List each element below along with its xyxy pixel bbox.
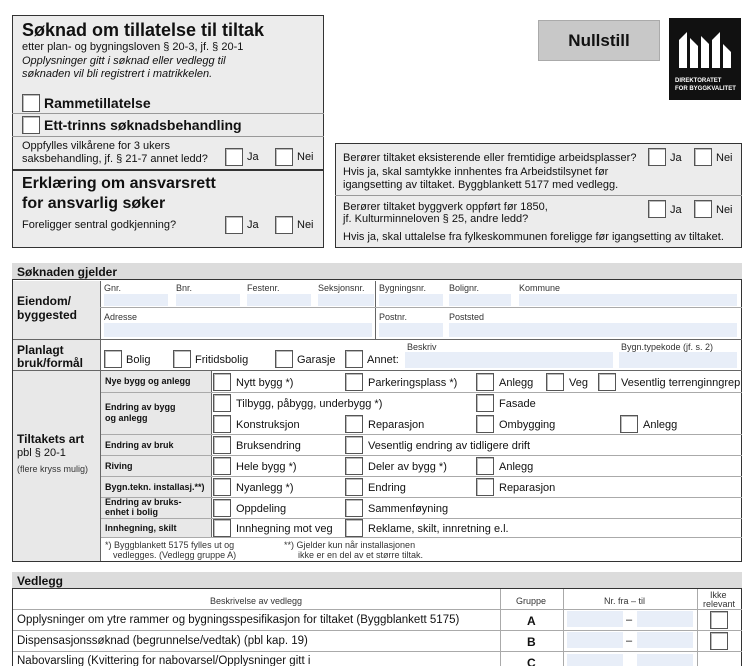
ikke-relevant-checkbox[interactable] (710, 632, 728, 650)
footnote-2-line2: ikke er en del av et større tiltak. (298, 550, 424, 560)
divider (211, 371, 212, 537)
category-endring-bygg-line2: og anlegg (105, 413, 148, 423)
nyanlegg-label: Nyanlegg *) (236, 482, 294, 494)
footnote-1-line2: vedlegges. (Vedlegg gruppe A) (113, 550, 237, 560)
veg-checkbox[interactable] (546, 373, 564, 391)
reparasjon-bygg-checkbox[interactable] (345, 415, 363, 433)
logo-line1: DIREKTORATET (675, 78, 722, 84)
nyanlegg-checkbox[interactable] (213, 478, 231, 496)
nei-label: Nei (297, 219, 314, 231)
annet-checkbox[interactable] (345, 350, 363, 368)
tilbygg-checkbox[interactable] (213, 394, 231, 412)
bygn-typekode-label: Bygn.typekode (jf. s. 2) (621, 342, 714, 352)
annet-label: Annet: (367, 354, 399, 366)
heritage-question-line2: jf. Kulturminneloven § 25, andre ledd? (343, 213, 529, 225)
festenr-input[interactable] (247, 294, 311, 306)
registry-note-line2: søknaden vil bli registrert i matrikkelen. (22, 68, 213, 80)
vedlegg-nr-to-input[interactable] (637, 654, 693, 666)
vedlegg-nr-dash: – (626, 635, 633, 647)
bnr-label: Bnr. (176, 283, 193, 293)
kommune-input[interactable] (519, 294, 737, 306)
sammenfoyning-label: Sammenføyning (368, 503, 449, 515)
form-title: Søknad om tillatelse til tiltak (22, 20, 265, 40)
veg-label: Veg (569, 377, 588, 389)
poststed-input[interactable] (449, 323, 737, 337)
workplace-nei-checkbox[interactable] (694, 148, 712, 166)
col-ikke-line1: Ikke (710, 590, 727, 600)
category-nye-bygg: Nye bygg og anlegg (105, 376, 191, 386)
endring-anlegg-checkbox[interactable] (620, 415, 638, 433)
footnote-1-line1: *) Byggblankett 5175 fylles ut og (105, 540, 235, 550)
nei-label: Nei (297, 151, 314, 163)
reparasjon-bygg-label: Reparasjon (368, 419, 425, 431)
divider (101, 455, 742, 456)
form-subtitle: etter plan- og bygningsloven § 20-3, jf. § 20-1 (22, 41, 244, 53)
hele-bygg-checkbox[interactable] (213, 457, 231, 475)
vedlegg-nr-from-input[interactable] (567, 611, 623, 627)
adresse-input[interactable] (104, 323, 372, 337)
reklame-label: Reklame, skilt, innretning e.l. (368, 523, 509, 535)
divider (101, 518, 742, 519)
bolignr-label: Bolignr. (449, 283, 480, 293)
riving-anlegg-checkbox[interactable] (476, 457, 494, 475)
fritidsbolig-label: Fritidsbolig (195, 354, 249, 366)
oppdeling-checkbox[interactable] (213, 499, 231, 517)
ja-label: Ja (670, 204, 682, 216)
garasje-label: Garasje (297, 354, 336, 366)
ansvarsrett-title-line1: Erklæring om ansvarsrett (22, 175, 216, 192)
divider (101, 497, 742, 498)
tiltakets-art-label: Tiltakets art (17, 432, 85, 446)
soknaden-header: Søknaden gjelder (17, 265, 118, 279)
dibk-logo (669, 18, 741, 100)
tilbygg-label: Tilbygg, påbygg, underbygg *) (236, 398, 383, 410)
divider (12, 113, 324, 114)
nye-anlegg-checkbox[interactable] (476, 373, 494, 391)
vedlegg-row-group: C (527, 656, 536, 666)
seksjonsnr-label: Seksjonsnr. (318, 283, 365, 293)
sentral-godkjenning-question: Foreligger sentral godkjenning? (22, 219, 177, 231)
divider (101, 476, 742, 477)
fritidsbolig-checkbox[interactable] (173, 350, 191, 368)
category-bygn-tekn: Bygn.tekn. installasj.**) (105, 482, 205, 492)
nei-label: Nei (716, 204, 733, 216)
seksjonsnr-input[interactable] (318, 294, 374, 306)
innhegning-label: Innhegning mot veg (236, 523, 333, 535)
category-bruksenhet-line1: Endring av bruks- (105, 497, 182, 507)
fasade-checkbox[interactable] (476, 394, 494, 412)
col-gruppe: Gruppe (516, 596, 547, 606)
riving-anlegg-label: Anlegg (499, 461, 534, 473)
ansvarsrett-title-line2: for ansvarlig søker (22, 195, 166, 212)
sammenfoyning-checkbox[interactable] (345, 499, 363, 517)
ett-trinns-checkbox[interactable] (22, 116, 40, 134)
vedlegg-nr-from-input[interactable] (567, 632, 623, 648)
registry-note-line1: Opplysninger gitt i søknad eller vedlegg til (22, 55, 226, 67)
parkeringsplass-label: Parkeringsplass *) (368, 377, 458, 389)
vedlegg-nr-to-input[interactable] (637, 632, 693, 648)
footnote-2-line1: **) Gjelder kun når installasjonen (284, 540, 416, 550)
vedlegg-row-desc: Opplysninger om ytre rammer og bygningsspesifikasjon for tiltaket (Byggblankett 5175) (17, 614, 460, 626)
category-innhegning: Innhegning, skilt (105, 523, 177, 533)
bolig-label: Bolig (126, 354, 151, 366)
godkjenning-ja-checkbox[interactable] (225, 216, 243, 234)
festenr-label: Festenr. (247, 283, 280, 293)
building-logo-icon (669, 18, 741, 78)
divider (100, 307, 742, 308)
konstruksjon-label: Konstruksjon (236, 419, 300, 431)
fasade-label: Fasade (499, 398, 536, 410)
tekn-endring-label: Endring (368, 482, 406, 494)
nye-anlegg-label: Anlegg (499, 377, 534, 389)
ja-label: Ja (670, 152, 682, 164)
postnr-label: Postnr. (379, 312, 408, 322)
deler-av-bygg-label: Deler av bygg *) (368, 461, 447, 473)
ikke-relevant-checkbox[interactable] (710, 611, 728, 629)
divider (697, 589, 698, 666)
ja-label: Ja (247, 151, 259, 163)
nytt-bygg-checkbox[interactable] (213, 373, 231, 391)
workplace-question: Berører tiltaket eksisterende eller fremtidige arbeidsplasser? (343, 152, 637, 164)
rammetillatelse-label: Rammetillatelse (44, 95, 151, 111)
ombygging-label: Ombygging (499, 419, 556, 431)
col-ikke-line2: relevant (703, 599, 736, 609)
vedlegg-row-desc: Nabovarsling (Kvittering for nabovarsel/Opplysninger gitt i (17, 655, 311, 666)
divider (101, 434, 742, 435)
endring-anlegg-label: Anlegg (643, 419, 678, 431)
divider (500, 589, 501, 666)
reklame-checkbox[interactable] (345, 519, 363, 537)
divider (13, 651, 742, 652)
ja-label: Ja (247, 219, 259, 231)
vedlegg-row-desc: Dispensasjonssøknad (begrunnelse/vedtak) (pbl kap. 19) (17, 635, 308, 647)
bruksendring-label: Bruksendring (236, 440, 301, 452)
kommune-label: Kommune (519, 283, 561, 293)
label-column (13, 281, 100, 561)
godkjenning-nei-checkbox[interactable] (275, 216, 293, 234)
workplace-note-line2: igangsetting av tiltaket. Byggblankett 5177 med vedlegg. (343, 179, 619, 191)
workplace-note-line1: Hvis ja, skal samtykke innhentes fra Arbeidstilsynet før (343, 166, 609, 178)
reset-button[interactable] (538, 20, 660, 61)
vedlegg-nr-to-input[interactable] (637, 611, 693, 627)
category-riving: Riving (105, 461, 133, 471)
col-nr: Nr. fra – til (604, 596, 646, 606)
category-endring-bygg-line1: Endring av bygg (105, 402, 176, 412)
terrenginngrep-checkbox[interactable] (598, 373, 616, 391)
garasje-checkbox[interactable] (275, 350, 293, 368)
divider (12, 136, 324, 137)
tekn-reparasjon-label: Reparasjon (499, 482, 556, 494)
divider (375, 281, 376, 339)
tekn-reparasjon-checkbox[interactable] (476, 478, 494, 496)
divider (13, 609, 742, 610)
beskriv-label: Beskriv (407, 342, 437, 352)
bygn-typekode-input[interactable] (619, 352, 737, 368)
reset-button-label: Nullstill (568, 30, 630, 50)
vedlegg-nr-dash: – (626, 614, 633, 626)
heritage-note: Hvis ja, skal uttalelse fra fylkeskommunen foreligge før igangsetting av tiltaket. (343, 231, 724, 243)
eiendom-label-line1: Eiendom/ (17, 294, 72, 308)
divider (335, 195, 742, 196)
logo-line2: FOR BYGGKVALITET (675, 86, 736, 92)
planlagt-label-line1: Planlagt (17, 343, 64, 357)
innhegning-checkbox[interactable] (213, 519, 231, 537)
three-week-nei-checkbox[interactable] (275, 148, 293, 166)
three-week-ja-checkbox[interactable] (225, 148, 243, 166)
category-bruksenhet-line2: enhet i bolig (105, 507, 158, 517)
divider (101, 537, 742, 538)
bnr-input[interactable] (176, 294, 240, 306)
ombygging-checkbox[interactable] (476, 415, 494, 433)
divider (101, 392, 742, 393)
nei-label: Nei (716, 152, 733, 164)
vedlegg-header: Vedlegg (17, 574, 64, 588)
vedlegg-header-bar (12, 572, 742, 589)
category-endring-bruk: Endring av bruk (105, 440, 174, 450)
col-beskrivelse: Beskrivelse av vedlegg (210, 596, 303, 606)
divider (13, 339, 742, 340)
adresse-label: Adresse (104, 312, 138, 322)
heritage-question-line1: Berører tiltaket byggverk oppført før 1850, (343, 201, 548, 213)
divider (13, 630, 742, 631)
planlagt-label-line2: bruk/formål (17, 356, 84, 370)
soknaden-header-bar (12, 263, 742, 280)
flere-kryss-label: (flere kryss mulig) (17, 464, 89, 474)
deler-av-bygg-checkbox[interactable] (345, 457, 363, 475)
bygningsnr-input[interactable] (379, 294, 443, 306)
three-week-question-line2: saksbehandling, jf. § 21-7 annet ledd? (22, 153, 208, 165)
oppdeling-label: Oppdeling (236, 503, 287, 515)
postnr-input[interactable] (379, 323, 443, 337)
terrenginngrep-label: Vesentlig terrenginngrep (621, 377, 741, 389)
vedlegg-row-group: B (527, 635, 536, 649)
rammetillatelse-checkbox[interactable] (22, 94, 40, 112)
vesentlig-endring-label: Vesentlig endring av tidligere drift (368, 440, 531, 452)
poststed-label: Poststed (449, 312, 485, 322)
bruksendring-checkbox[interactable] (213, 436, 231, 454)
hele-bygg-label: Hele bygg *) (236, 461, 297, 473)
ett-trinns-label: Ett-trinns søknadsbehandling (44, 117, 242, 133)
bolig-checkbox[interactable] (104, 350, 122, 368)
vedlegg-nr-from-input[interactable] (567, 654, 623, 666)
vesentlig-endring-checkbox[interactable] (345, 436, 363, 454)
nytt-bygg-label: Nytt bygg *) (236, 377, 294, 389)
bolignr-input[interactable] (449, 294, 511, 306)
tekn-endring-checkbox[interactable] (345, 478, 363, 496)
parkeringsplass-checkbox[interactable] (345, 373, 363, 391)
heritage-nei-checkbox[interactable] (694, 200, 712, 218)
gnr-label: Gnr. (104, 283, 122, 293)
three-week-question-line1: Oppfylles vilkårene for 3 ukers (22, 140, 170, 152)
divider (563, 589, 564, 666)
konstruksjon-checkbox[interactable] (213, 415, 231, 433)
pbl-label: pbl § 20-1 (17, 447, 66, 459)
workplace-ja-checkbox[interactable] (648, 148, 666, 166)
beskriv-input[interactable] (405, 352, 613, 368)
gnr-input[interactable] (104, 294, 168, 306)
eiendom-label-line2: byggested (17, 308, 78, 322)
heritage-ja-checkbox[interactable] (648, 200, 666, 218)
vedlegg-row-group: A (527, 614, 536, 628)
bygningsnr-label: Bygningsnr. (379, 283, 427, 293)
